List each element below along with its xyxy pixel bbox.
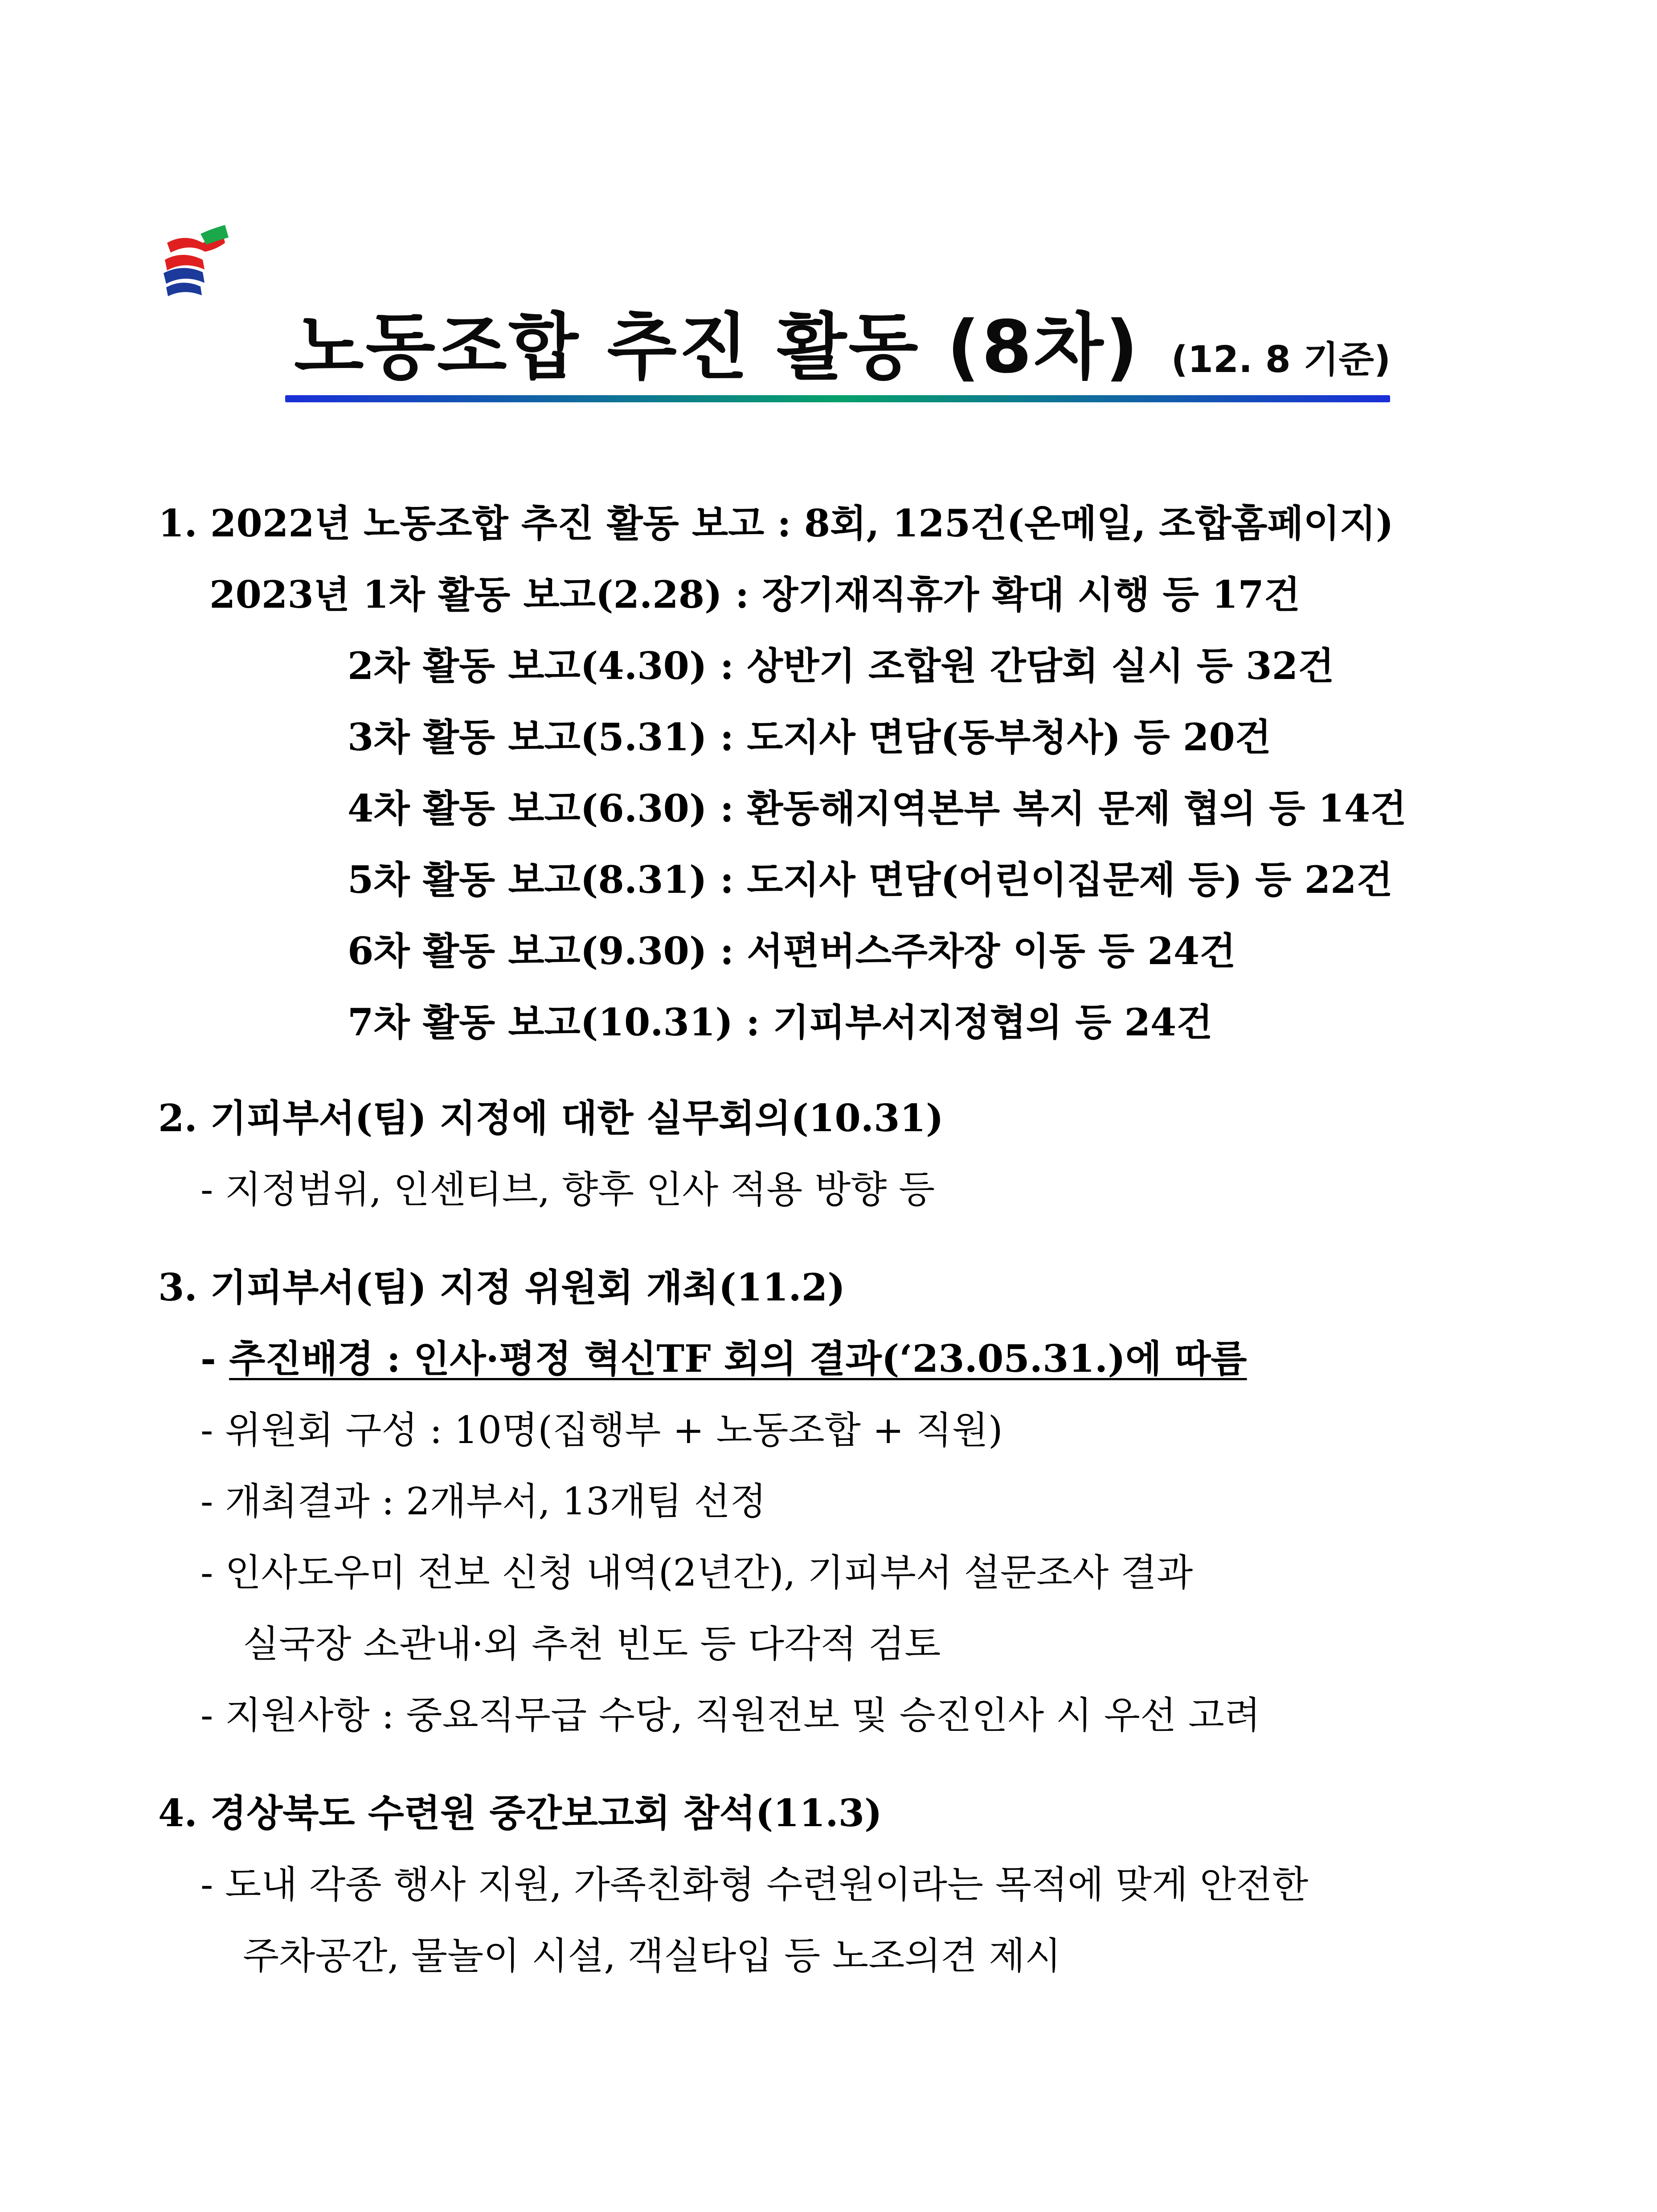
section-4-item-continued: 주차공간, 물놀이 시설, 객실타입 등 노조의견 제시 <box>243 1934 1061 1978</box>
report-line: 7차 활동 보고(10.31) : 기피부서지정협의 등 24건 <box>348 1000 1213 1044</box>
report-line: 2차 활동 보고(4.30) : 상반기 조합원 간담회 실시 등 32건 <box>348 644 1334 688</box>
report-line: 5차 활동 보고(8.31) : 도지사 면담(어린이집문제 등) 등 22건 <box>348 858 1393 902</box>
background-dash: - <box>200 1337 229 1381</box>
background-text: 추진배경 : 인사·평정 혁신TF 회의 결과(‘23.05.31.)에 따름 <box>229 1337 1247 1381</box>
section-4-heading: 4. 경상북도 수련원 중간보고회 참석(11.3) <box>158 1791 882 1835</box>
section-3-item: - 인사도우미 전보 신청 내역(2년간), 기피부서 설문조사 결과 <box>200 1551 1193 1595</box>
section-1-heading: 1. 2022년 노동조합 추진 활동 보고 : 8회, 125건(온메일, 조합홈페이지) <box>158 501 1394 545</box>
section-3-item: - 위원회 구성 : 10명(집행부 + 노동조합 + 직원) <box>200 1408 1003 1452</box>
section-4-item: - 도내 각종 행사 지원, 가족친화형 수련원이라는 목적에 맞게 안전한 <box>200 1863 1309 1906</box>
flag-logo-icon <box>158 225 234 296</box>
page-subtitle: (12. 8 기준) <box>1171 339 1391 381</box>
section-2-heading: 2. 기피부서(팀) 지정에 대한 실무회의(10.31) <box>158 1096 944 1140</box>
page-title: 노동조합 추진 활동 (8차) <box>294 306 1140 389</box>
section-3-item-continued: 실국장 소관내·외 추천 빈도 등 다각적 검토 <box>243 1622 941 1666</box>
page-title-row <box>294 290 1435 389</box>
section-3-item: - 지원사항 : 중요직무급 수당, 직원전보 및 승진인사 시 우선 고려 <box>200 1693 1260 1737</box>
section-3-heading: 3. 기피부서(팀) 지정 위원회 개최(11.2) <box>158 1265 845 1309</box>
report-line: 3차 활동 보고(5.31) : 도지사 면담(동부청사) 등 20건 <box>348 715 1271 759</box>
section-2-item: - 지정범위, 인센티브, 향후 인사 적용 방향 등 <box>200 1168 935 1211</box>
section-3-background <box>200 1334 1247 1383</box>
title-underline <box>285 395 1390 402</box>
report-line: 4차 활동 보고(6.30) : 환동해지역본부 복지 문제 협의 등 14건 <box>348 786 1407 830</box>
report-line: 2023년 1차 활동 보고(2.28) : 장기재직휴가 확대 시행 등 17건 <box>209 572 1301 617</box>
report-line: 6차 활동 보고(9.30) : 서편버스주차장 이동 등 24건 <box>348 929 1236 973</box>
section-3-item: - 개최결과 : 2개부서, 13개팀 선정 <box>200 1480 766 1523</box>
